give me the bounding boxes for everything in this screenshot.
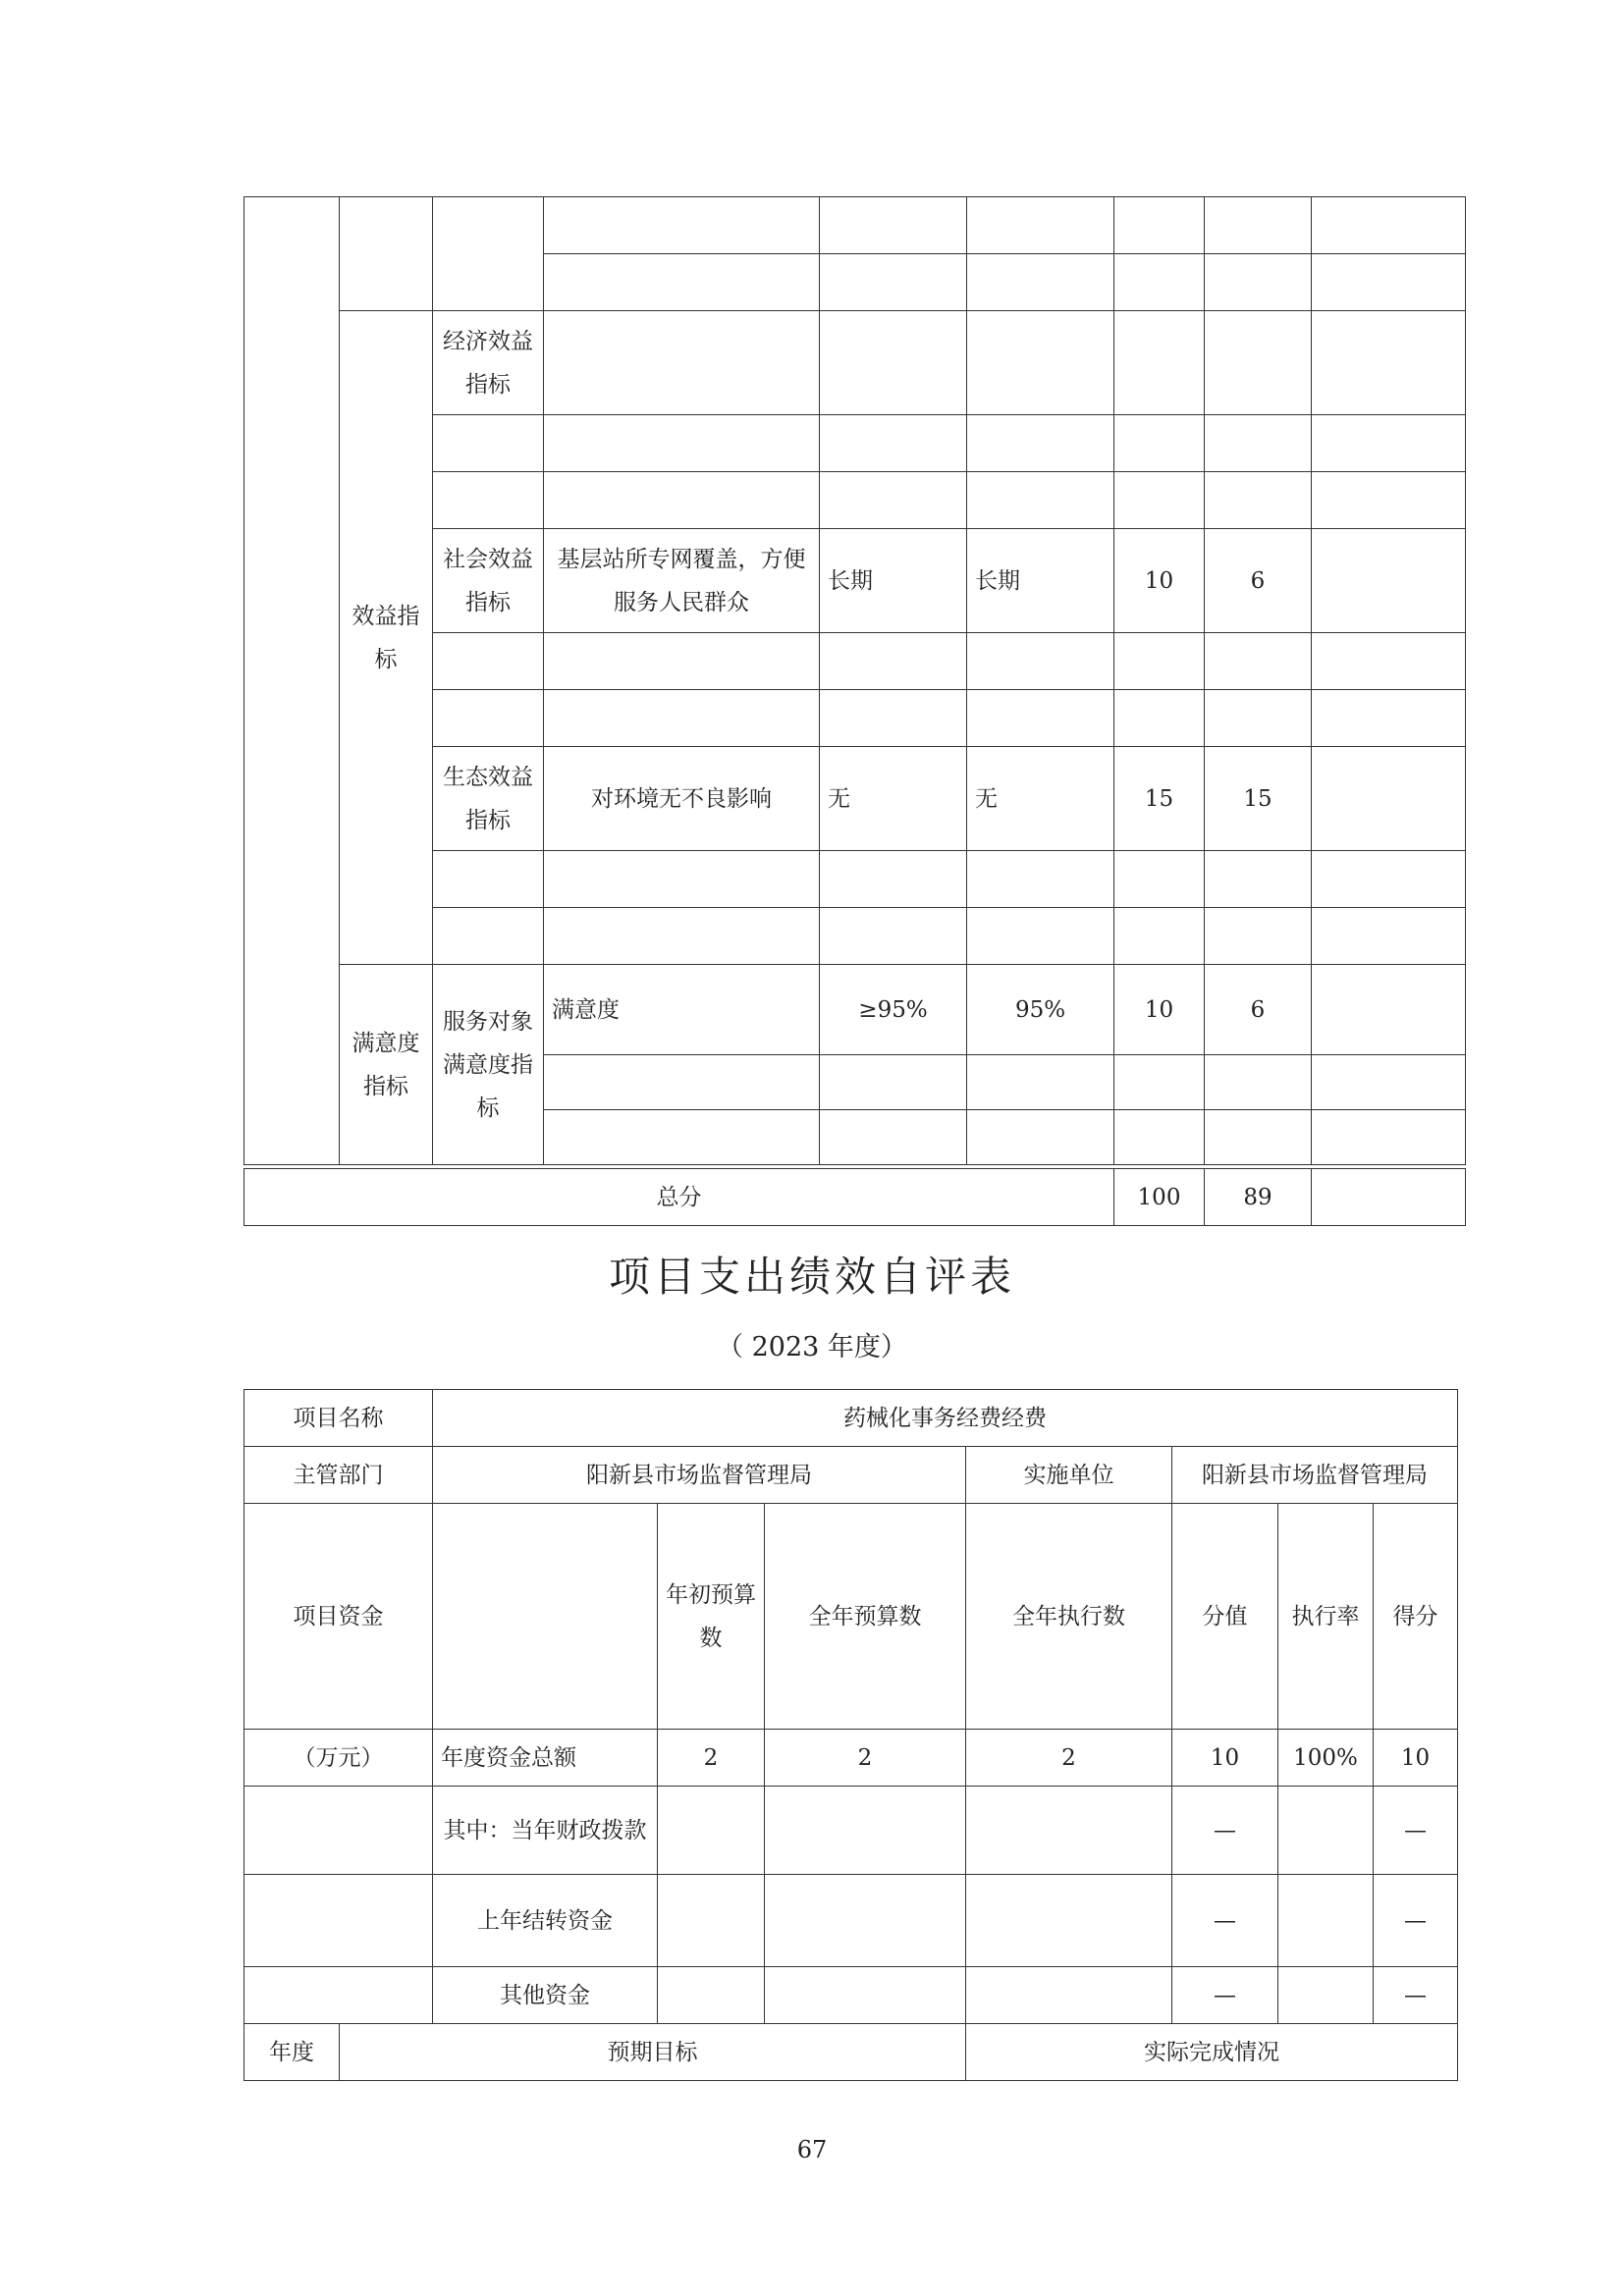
total-score-val: 10 bbox=[1374, 1730, 1458, 1787]
total-funds-label: 年度资金总额 bbox=[433, 1730, 658, 1787]
impl-value: 阳新县市场监督管理局 bbox=[1172, 1447, 1458, 1504]
service-satisfaction-label: 服务对象满意度指标 bbox=[433, 965, 544, 1165]
header-annual-exec: 全年执行数 bbox=[966, 1504, 1172, 1730]
indicator-table bbox=[244, 196, 1466, 1165]
eco-target: 无 bbox=[820, 747, 967, 851]
satisfaction-indicator-label: 满意度指标 bbox=[340, 965, 433, 1165]
impl-label: 实施单位 bbox=[966, 1447, 1172, 1504]
form-year: （ 2023 年度） bbox=[717, 1332, 907, 1362]
goal-label: 预期目标 bbox=[340, 2024, 966, 2081]
carry-label: 上年结转资金 bbox=[433, 1875, 658, 1967]
fiscal-label: 其中：当年财政拨款 bbox=[433, 1787, 658, 1875]
social-actual: 长期 bbox=[967, 529, 1114, 633]
total-score: 89 bbox=[1205, 1169, 1312, 1226]
sat-content: 满意度 bbox=[544, 965, 820, 1055]
total-initial: 2 bbox=[658, 1730, 765, 1787]
social-target: 长期 bbox=[820, 529, 967, 633]
sat-target: ≥95% bbox=[820, 965, 967, 1055]
total-rate: 100% bbox=[1278, 1730, 1374, 1787]
header-initial-budget: 年初预算数 bbox=[658, 1504, 765, 1730]
carry-weight-dash: — bbox=[1172, 1875, 1278, 1967]
eco-content: 对环境无不良影响 bbox=[544, 747, 820, 851]
header-exec-rate: 执行率 bbox=[1278, 1504, 1374, 1730]
sat-actual: 95% bbox=[967, 965, 1114, 1055]
eco-weight: 15 bbox=[1114, 747, 1205, 851]
social-content: 基层站所专网覆盖，方便服务人民群众 bbox=[544, 529, 820, 633]
dept-label: 主管部门 bbox=[244, 1447, 433, 1504]
funds-label: 项目资金 bbox=[244, 1504, 433, 1730]
header-weight: 分值 bbox=[1172, 1504, 1278, 1730]
fiscal-score-dash: — bbox=[1374, 1787, 1458, 1875]
total-label: 总分 bbox=[244, 1169, 1114, 1226]
social-score: 6 bbox=[1205, 529, 1312, 633]
sat-weight: 10 bbox=[1114, 965, 1205, 1055]
project-self-eval-table bbox=[244, 1389, 1458, 2081]
carry-score-dash: — bbox=[1374, 1875, 1458, 1967]
dept-value: 阳新县市场监督管理局 bbox=[433, 1447, 966, 1504]
unit-label: （万元） bbox=[244, 1730, 433, 1787]
other-score-dash: — bbox=[1374, 1967, 1458, 2024]
header-annual-budget: 全年预算数 bbox=[765, 1504, 966, 1730]
total-annual: 2 bbox=[765, 1730, 966, 1787]
eco-benefit-label: 生态效益指标 bbox=[433, 747, 544, 851]
header-score: 得分 bbox=[1374, 1504, 1458, 1730]
benefit-indicator-label: 效益指标 bbox=[340, 311, 433, 965]
total-weight: 100 bbox=[1114, 1169, 1205, 1226]
actual-label: 实际完成情况 bbox=[966, 2024, 1458, 2081]
project-name: 药械化事务经费经费 bbox=[433, 1390, 1458, 1447]
total-exec: 2 bbox=[966, 1730, 1172, 1787]
year-label: 年度 bbox=[244, 2024, 340, 2081]
total-row-table bbox=[244, 1168, 1466, 1226]
total-weight-val: 10 bbox=[1172, 1730, 1278, 1787]
fiscal-weight-dash: — bbox=[1172, 1787, 1278, 1875]
other-weight-dash: — bbox=[1172, 1967, 1278, 2024]
eco-actual: 无 bbox=[967, 747, 1114, 851]
page-number: 67 bbox=[796, 2136, 828, 2163]
other-label: 其他资金 bbox=[433, 1967, 658, 2024]
social-benefit-label: 社会效益指标 bbox=[433, 529, 544, 633]
project-name-label: 项目名称 bbox=[244, 1390, 433, 1447]
economic-benefit-label: 经济效益指标 bbox=[433, 311, 544, 415]
form-title: 项目支出绩效自评表 bbox=[608, 1253, 1015, 1301]
eco-score: 15 bbox=[1205, 747, 1312, 851]
social-weight: 10 bbox=[1114, 529, 1205, 633]
sat-score: 6 bbox=[1205, 965, 1312, 1055]
